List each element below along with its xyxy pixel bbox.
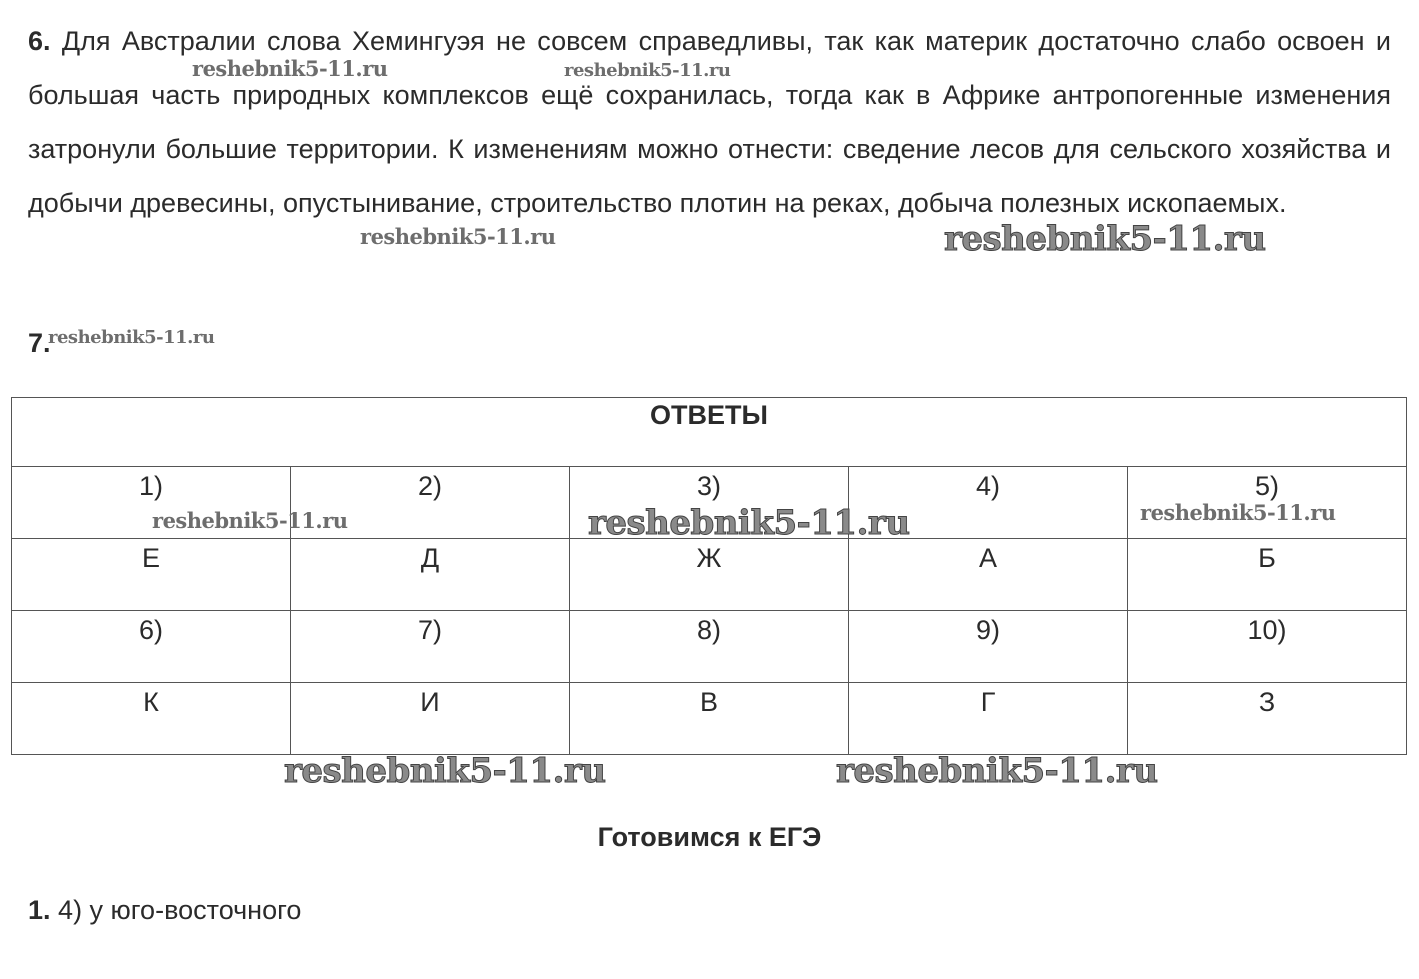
answer-letter-cell: Б: [1128, 539, 1407, 611]
answer-number-cell: 1): [12, 467, 291, 539]
answer-letter-cell: И: [291, 683, 570, 755]
answer-7-number: 7.: [28, 328, 51, 358]
answer-number-cell: 8): [570, 611, 849, 683]
answer-number-cell: 4): [849, 467, 1128, 539]
answer-letter-cell: З: [1128, 683, 1407, 755]
watermark: reshebnik5-11.ru: [192, 56, 388, 81]
watermark: reshebnik5-11.ru: [48, 327, 215, 348]
answer-letter-cell: В: [570, 683, 849, 755]
answer-number-cell: 10): [1128, 611, 1407, 683]
watermark: reshebnik5-11.ru: [588, 503, 910, 543]
answer-letter-cell: Д: [291, 539, 570, 611]
answer-letter-cell: А: [849, 539, 1128, 611]
answers-header-row: [12, 398, 1407, 467]
ege-answer-1-number: 1.: [28, 895, 51, 925]
answer-letter-cell: К: [12, 683, 291, 755]
answer-6-text: Для Австралии слова Хемингуэя не совсем справедливы, так как материк достаточно слабо освоен и большая часть природных комплексов ещё сохранилась, тогда как в Африке антропогенные изменения затронули большие территории. К изменениям можно отнести: сведение лесов для сельского хозяйства и добычи древесины, опустынивание, строительство плотин на реках, добыча полезных ископаемых.: [28, 26, 1391, 218]
ege-answer-1-text: 4) у юго-восточного: [58, 895, 302, 925]
ege-answer-1: [28, 895, 301, 926]
answer-letter-cell: Е: [12, 539, 291, 611]
answer-number-cell: 9): [849, 611, 1128, 683]
section-title-ege: Готовимся к ЕГЭ: [597, 822, 822, 852]
answer-6-number: 6.: [28, 26, 51, 56]
answer-number-cell: 5): [1128, 467, 1407, 539]
answer-letter-cell: Г: [849, 683, 1128, 755]
watermark: reshebnik5-11.ru: [284, 751, 606, 791]
table-row: [12, 683, 1407, 755]
watermark: reshebnik5-11.ru: [360, 224, 556, 249]
watermark: reshebnik5-11.ru: [152, 508, 348, 533]
table-row: [12, 539, 1407, 611]
answer-letter-cell: Ж: [570, 539, 849, 611]
watermark: reshebnik5-11.ru: [1140, 500, 1336, 525]
answer-number-cell: 7): [291, 611, 570, 683]
watermark: reshebnik5-11.ru: [564, 60, 731, 81]
answer-number-cell: 3): [570, 467, 849, 539]
answers-table: [11, 397, 1407, 755]
answer-number-cell: 2): [291, 467, 570, 539]
watermark: reshebnik5-11.ru: [836, 751, 1158, 791]
table-row: [12, 611, 1407, 683]
answer-6-paragraph: [28, 14, 1391, 230]
watermark: reshebnik5-11.ru: [944, 219, 1266, 259]
answer-number-cell: 6): [12, 611, 291, 683]
answers-title: ОТВЕТЫ: [12, 398, 1407, 467]
